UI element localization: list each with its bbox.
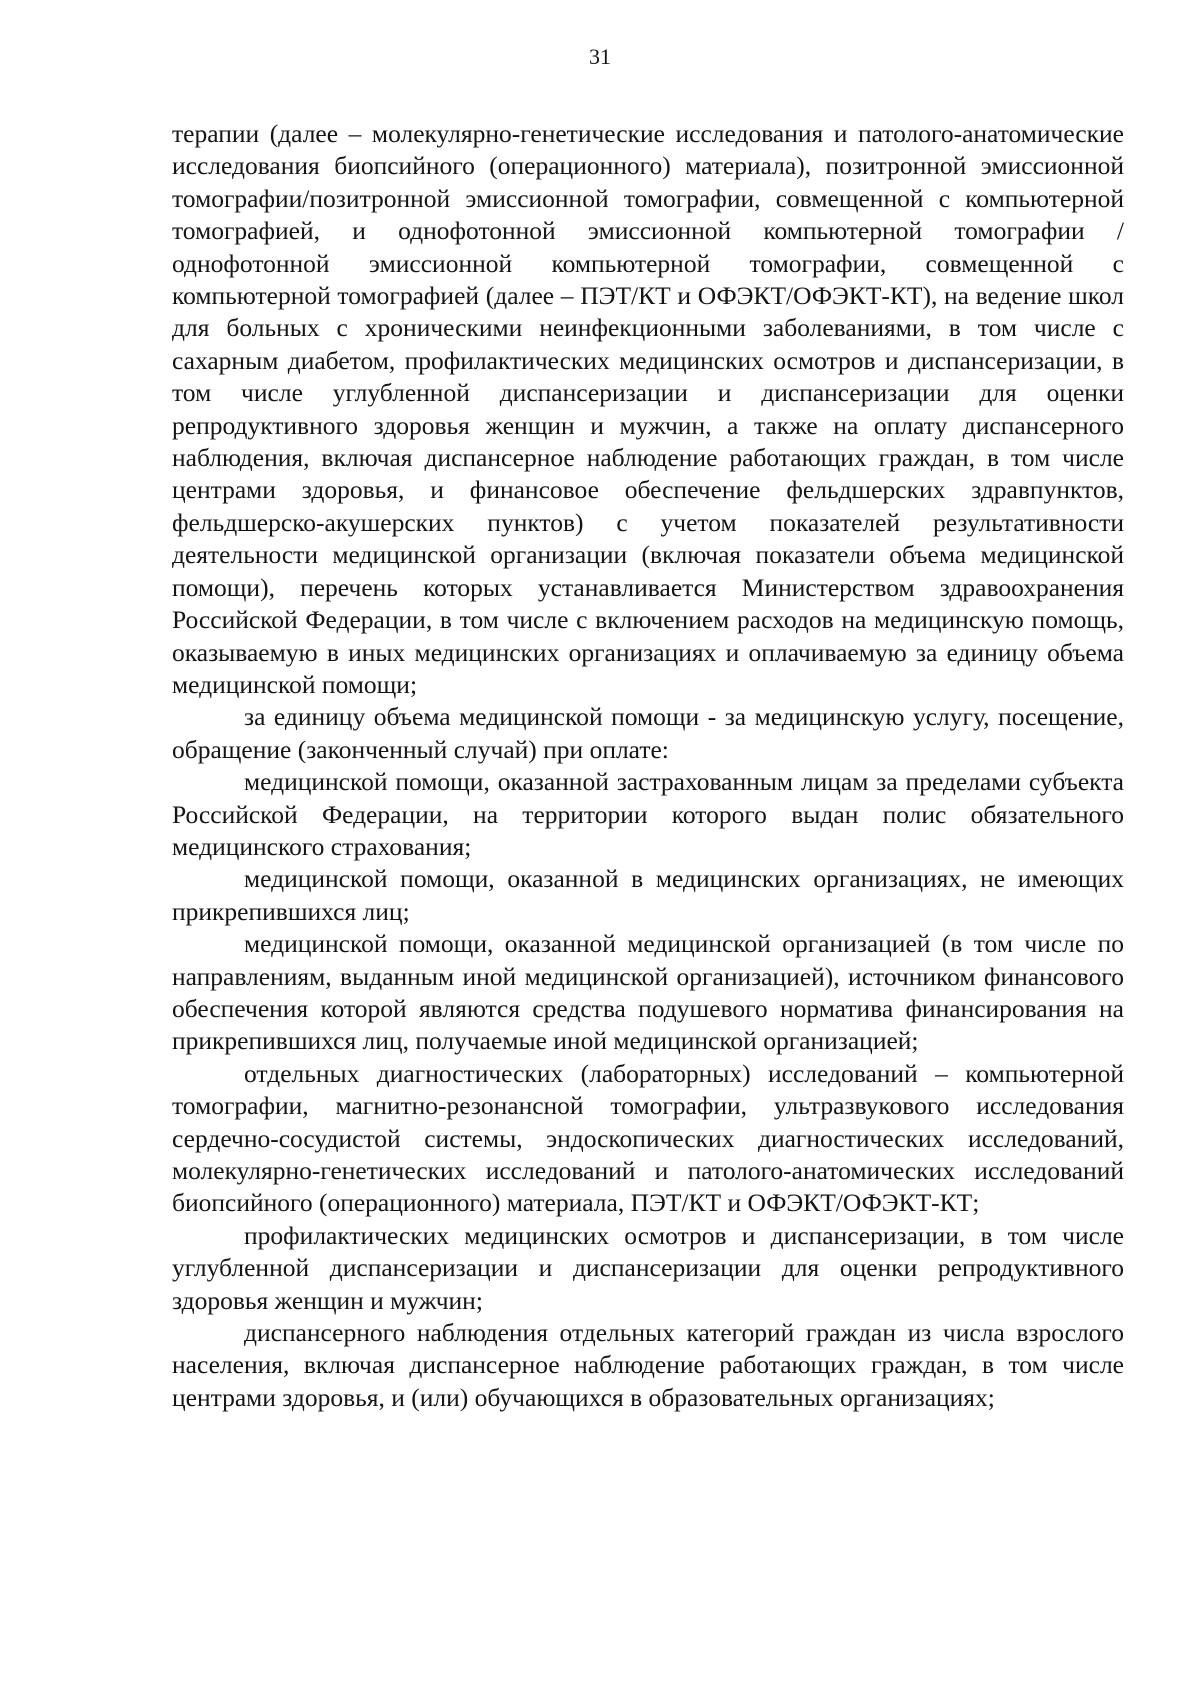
- paragraph-dispensary-observation: диспансерного наблюдения отдельных категорий граждан из числа взрослого населения, включая диспансерное наблюдение работающих граждан, в том числе центрами здоровья, и (или) обучающихся в образовательных организациях;: [172, 1318, 1124, 1412]
- paragraph-no-attached-persons: медицинской помощи, оказанной в медицинских организациях, не имеющих прикрепившихся лиц;: [172, 864, 1124, 926]
- document-body: [172, 118, 1124, 1414]
- paragraph-continuation: терапии (далее – молекулярно-генетические исследования и патолого-анатомические исследования биопсийного (операционного) материала), позитронной эмиссионной томографии/позитронной эмиссионной томографии, совмещенной с компьютерной томографией, и однофотонной эмиссионной компьютерной томографии / однофотонной эмиссионной компьютерной томографии, совмещенной с компьютерной томографией (далее – ПЭТ/КТ и ОФЭКТ/ОФЭКТ-КТ), на ведение школ для больных с хроническими неинфекционными заболеваниями, в том числе с сахарным диабетом, профилактических медицинских осмотров и диспансеризации, в том числе углубленной диспансеризации и диспансеризации для оценки репродуктивного здоровья женщин и мужчин, а также на оплату диспансерного наблюдения, включая диспансерное наблюдение работающих граждан, в том числе центрами здоровья, и финансовое обеспечение фельдшерских здравпунктов, фельдшерско-акушерских пунктов) с учетом показателей результативности деятельности медицинской организации (включая показатели объема медицинской помощи), перечень которых устанавливается Министерством здравоохранения Российской Федерации, в том числе с включением расходов на медицинскую помощь, оказываемую в иных медицинских организациях и оплачиваемую за единицу объема медицинской помощи;: [172, 119, 1124, 699]
- paragraph-per-unit-payment: за единицу объема медицинской помощи - за медицинскую услугу, посещение, обращение (законченный случай) при оплате:: [172, 702, 1124, 764]
- paragraph-out-of-region-care: медицинской помощи, оказанной застрахованным лицам за пределами субъекта Российской Федерации, на территории которого выдан полис обязательного медицинского страхования;: [172, 767, 1124, 861]
- paragraph-referrals: медицинской помощи, оказанной медицинской организацией (в том числе по направлениям, выданным иной медицинской организацией), источником финансового обеспечения которой являются средства подушевого норматива финансирования на прикрепившихся лиц, получаемые иной медицинской организацией;: [172, 929, 1124, 1056]
- page-number: 31: [589, 44, 611, 69]
- paragraph-preventive-exams: профилактических медицинских осмотров и диспансеризации, в том числе углубленной диспансеризации и диспансеризации для оценки репродуктивного здоровья женщин и мужчин;: [172, 1220, 1124, 1315]
- paragraph-diagnostic-studies: отдельных диагностических (лабораторных) исследований – компьютерной томографии, магнитно-резонансной томографии, ультразвукового исследования сердечно-сосудистой системы, эндоскопических диагностических исследований, молекулярно-генетических исследований и патолого-анатомических исследований биопсийного (операционного) материала, ПЭТ/КТ и ОФЭКТ/ОФЭКТ-КТ;: [172, 1058, 1124, 1218]
